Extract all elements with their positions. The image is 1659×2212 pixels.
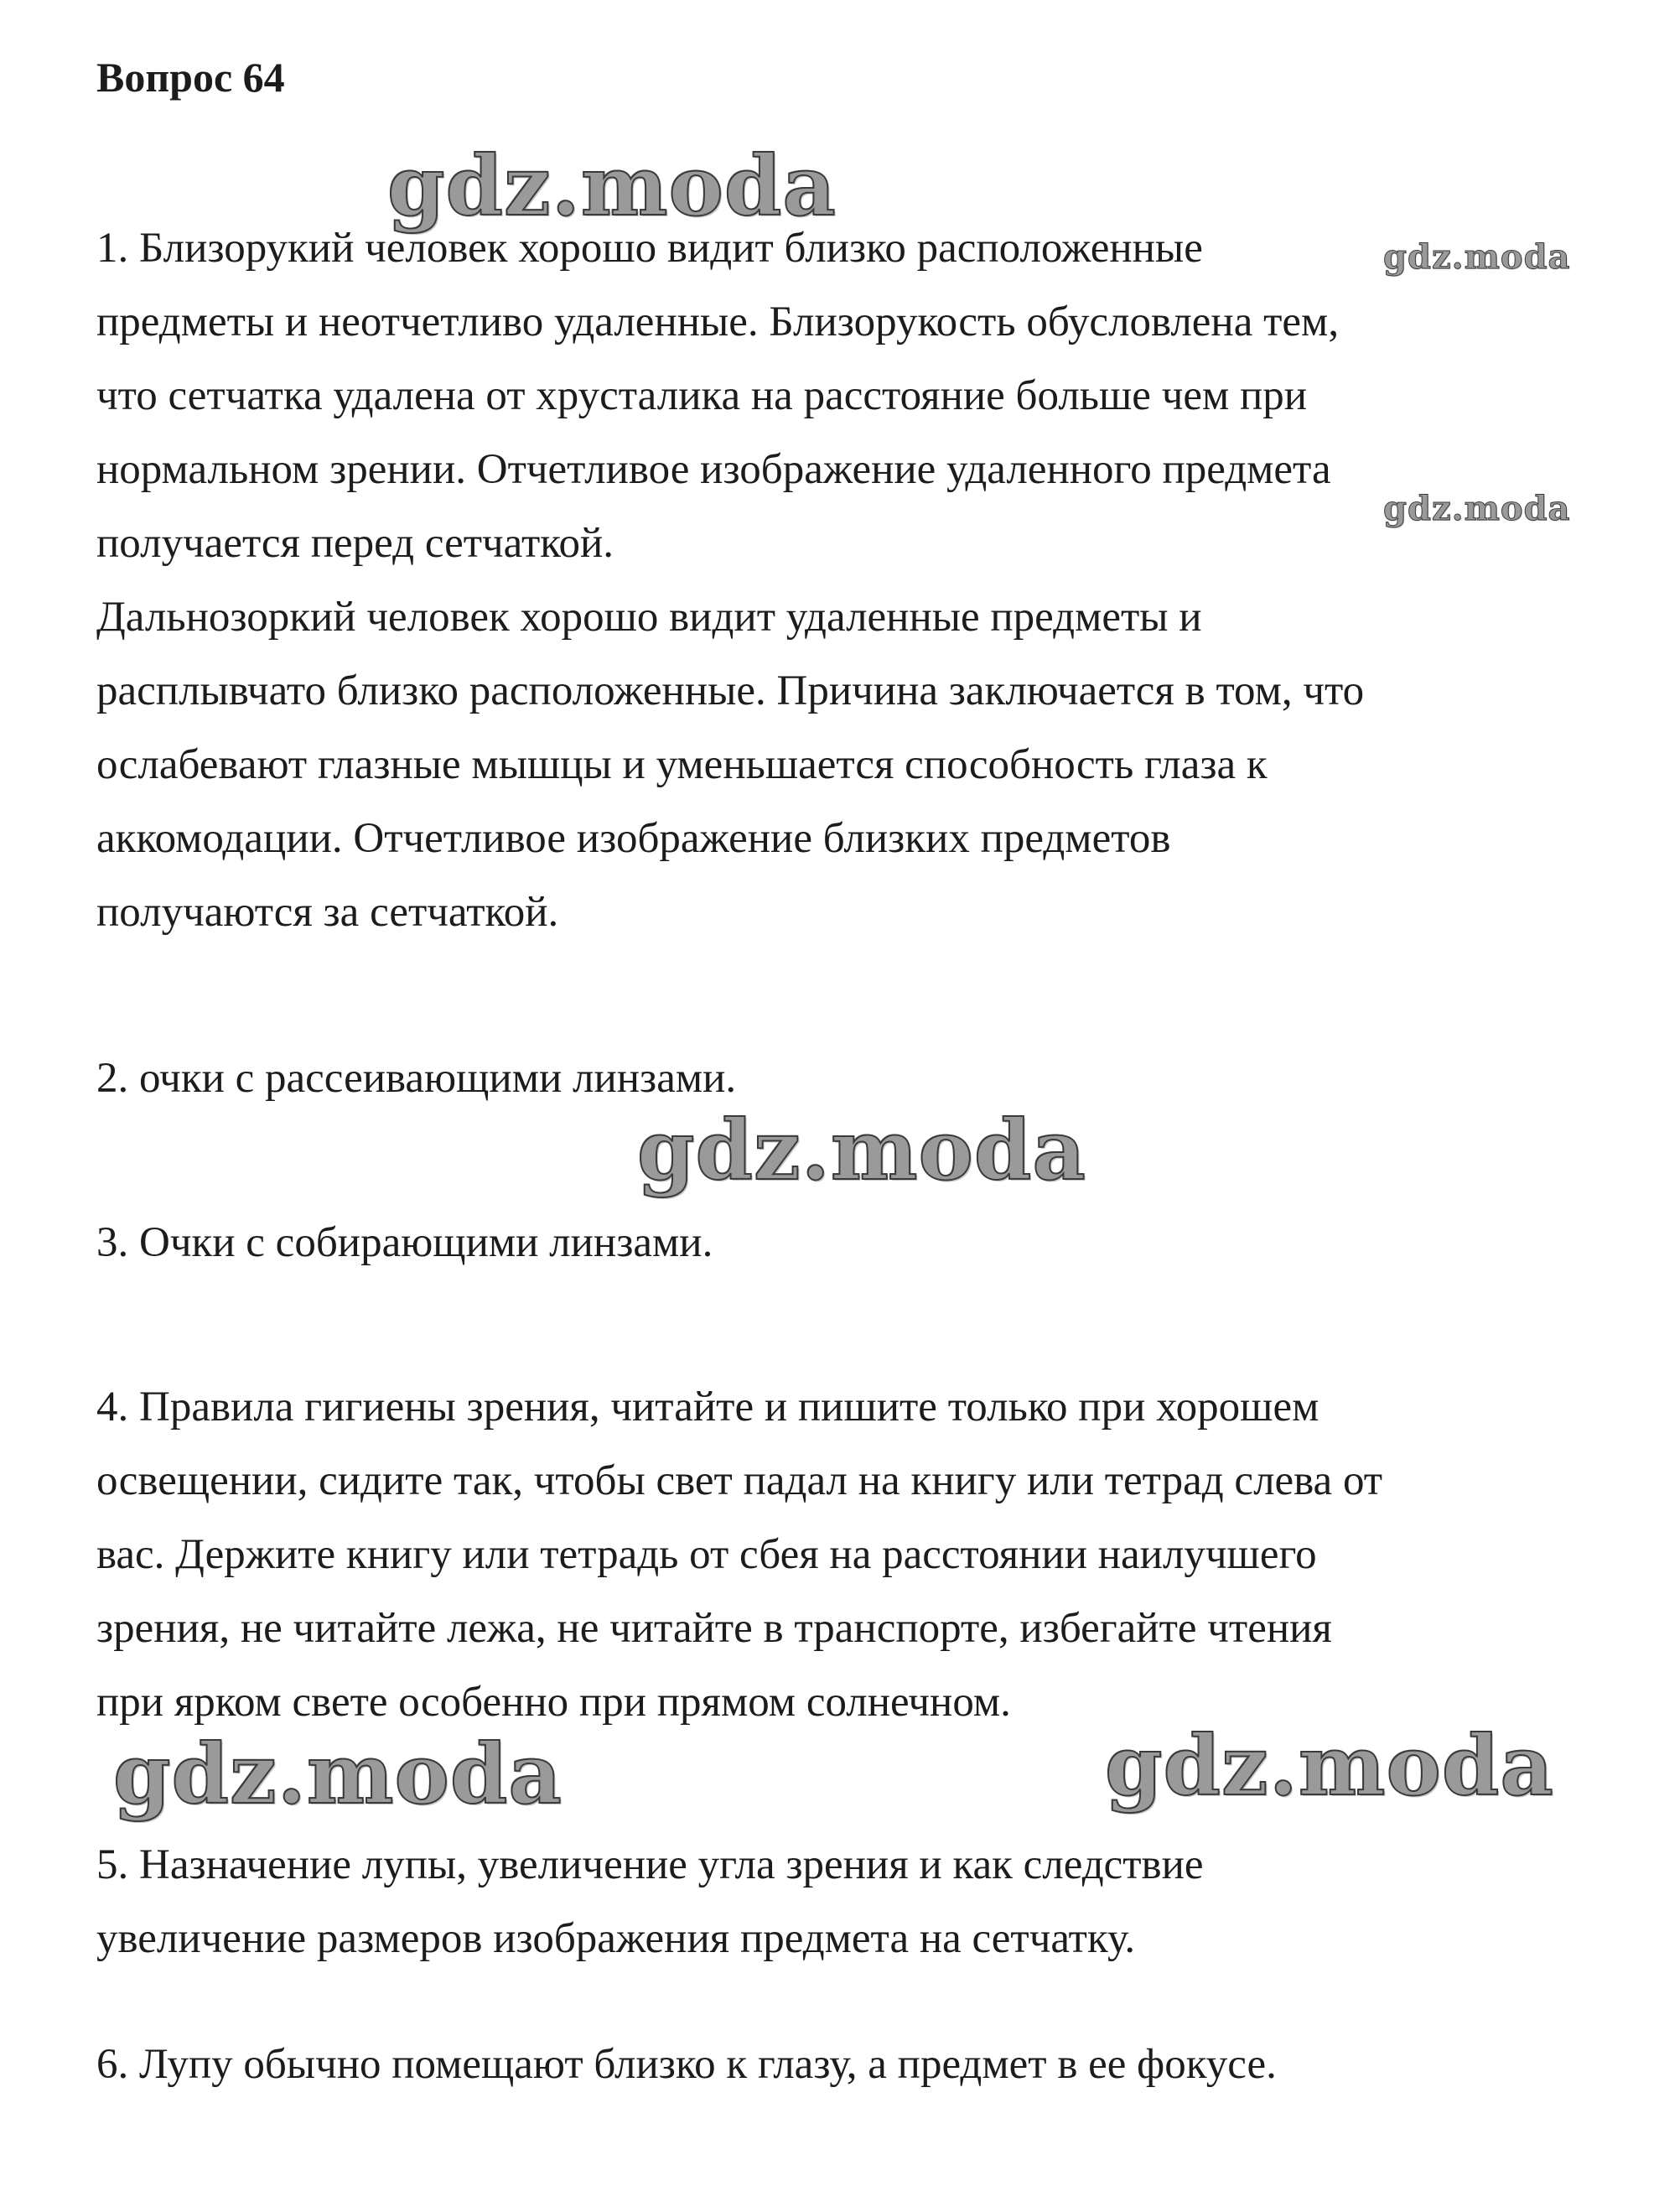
- answer-1-line: 1. Близорукий человек хорошо видит близко расположенные: [96, 225, 1203, 272]
- answer-4: [96, 1370, 1597, 1739]
- answer-5-line: увеличение размеров изображения предмета на сетчатку.: [96, 1915, 1136, 1962]
- answer-5-line: 5. Назначение лупы, увеличение угла зрения и как следствие: [96, 1841, 1204, 1888]
- answer-1-line: предметы и неотчетливо удаленные. Близорукость обусловлена тем,: [96, 299, 1340, 345]
- answer-6: [96, 2028, 1597, 2101]
- answer-4-line: 4. Правила гигиены зрения, читайте и пишите только при хорошем: [96, 1384, 1319, 1431]
- answer-6-line: 6. Лупу обычно помещают близко к глазу, а предмет в ее фокусе.: [96, 2041, 1277, 2088]
- watermark-logo: gdz.moda: [1105, 1718, 1554, 1815]
- answer-4-line: освещении, сидите так, чтобы свет падал на книгу или тетрад слева от: [96, 1457, 1383, 1504]
- watermark-logo: gdz.moda: [1383, 489, 1571, 528]
- answer-1-line: получаются за сетчаткой.: [96, 889, 559, 936]
- watermark-logo: gdz.moda: [637, 1103, 1086, 1199]
- answer-2: [96, 1041, 1597, 1115]
- answer-1-line: ослабевают глазные мышцы и уменьшается способность глаза к: [96, 741, 1268, 788]
- answer-1-line: аккомодации. Отчетливое изображение близких предметов: [96, 815, 1171, 862]
- watermark-logo: gdz.moda: [113, 1727, 563, 1823]
- answer-1-line: получается перед сетчаткой.: [96, 520, 614, 567]
- page-title: Вопрос 64: [96, 54, 285, 101]
- answer-4-line: при ярком свете особенно при прямом солнечном.: [96, 1679, 1011, 1726]
- watermark-logo: gdz.moda: [387, 138, 837, 235]
- answer-2-line: 2. очки с рассеивающими линзами.: [96, 1055, 737, 1102]
- answer-5: [96, 1828, 1597, 1976]
- answer-1: [96, 211, 1597, 949]
- answer-1-line: что сетчатка удалена от хрусталика на расстояние больше чем при: [96, 372, 1308, 419]
- answer-3: [96, 1206, 1597, 1280]
- answer-4-line: вас. Держите книгу или тетрадь от сбея на расстоянии наилучшего: [96, 1531, 1317, 1578]
- answer-1-line: нормальном зрении. Отчетливое изображение удаленного предмета: [96, 446, 1331, 493]
- answer-1-line: Дальнозоркий человек хорошо видит удаленные предметы и: [96, 594, 1202, 641]
- answer-3-line: 3. Очки с собирающими линзами.: [96, 1219, 713, 1266]
- answer-4-line: зрения, не читайте лежа, не читайте в транспорте, избегайте чтения: [96, 1605, 1332, 1652]
- watermark-logo: gdz.moda: [1383, 237, 1571, 277]
- answer-1-line: расплывчато близко расположенные. Причина заключается в том, что: [96, 667, 1365, 714]
